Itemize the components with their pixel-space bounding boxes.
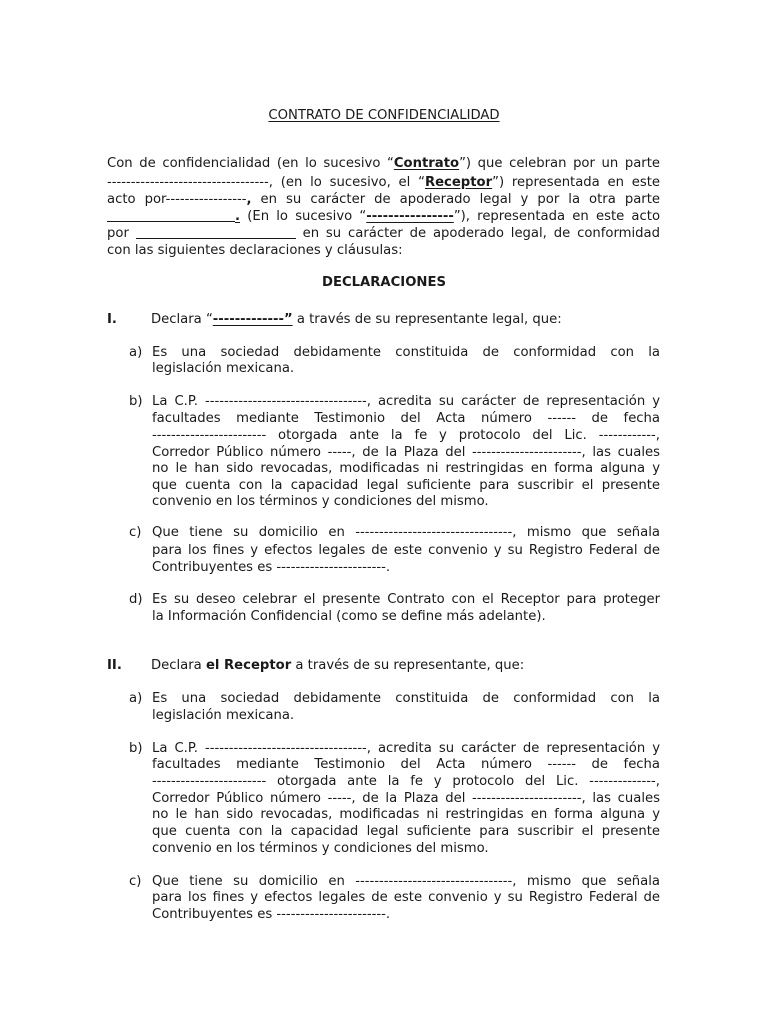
- receptor-term: Receptor: [424, 175, 493, 190]
- blank-line: [136, 225, 296, 239]
- text-run: .: [235, 209, 241, 224]
- text-run: ”) representada en este: [492, 175, 661, 190]
- section-numeral: I.: [107, 312, 117, 327]
- item-marker: a): [129, 691, 143, 706]
- item-line: la Información Confidencial (como se define más adelante).: [152, 609, 546, 624]
- text-run: en su carácter de apoderado legal y por la otra parte: [251, 192, 660, 207]
- intro-line: [107, 174, 660, 192]
- intro-line: con las siguientes declaraciones y cláusulas:: [107, 243, 403, 258]
- receptor-term: el Receptor: [205, 658, 292, 673]
- intro-line: [107, 208, 660, 226]
- text-run: Declara “: [151, 312, 213, 327]
- text-run: ,: [246, 192, 252, 207]
- intro-line: [107, 225, 660, 243]
- section-heading: [151, 311, 562, 329]
- intro-line: [107, 191, 660, 209]
- item-line: ------------------------ otorgada ante la fe y protocolo del Lic. --------------,: [152, 774, 660, 789]
- item-line: ------------------------ otorgada ante la fe y protocolo del Lic. ------------,: [152, 428, 660, 443]
- section-numeral: II.: [107, 658, 122, 673]
- item-line: no le han sido revocadas, modificadas ni restringidas en forma alguna y: [152, 807, 660, 822]
- text-run: ”) que celebran por un parte: [459, 156, 660, 171]
- item-line: La C.P. ----------------------------------, acredita su carácter de representación y: [152, 741, 660, 756]
- item-line: Que tiene su domicilio en ---------------------------------, mismo que señala: [152, 874, 660, 889]
- item-line: Contribuyentes es -----------------------.: [152, 907, 391, 922]
- text-run: acto por-----------------: [107, 192, 247, 207]
- text-run: ----------------------------------, (en lo sucesivo, el “: [107, 175, 425, 190]
- text-run: Con de confidencialidad (en lo sucesivo “: [107, 156, 394, 171]
- contrato-term: Contrato: [393, 156, 460, 171]
- item-marker: c): [129, 874, 142, 889]
- item-line: que cuenta con la capacidad legal suficiente para suscribir el presente: [152, 824, 660, 839]
- item-line: La C.P. ----------------------------------, acredita su carácter de representación y: [152, 394, 660, 409]
- item-line: Corredor Público número -----, de la Plaza del -----------------------, las cuales: [152, 445, 660, 460]
- item-line: Que tiene su domicilio en ---------------------------------, mismo que señala: [152, 525, 660, 540]
- item-line: Corredor Público número -----, de la Plaza del -----------------------, las cuales: [152, 791, 660, 806]
- item-marker: d): [129, 592, 143, 607]
- text-run: ”), representada en este acto: [453, 209, 661, 224]
- document-title: CONTRATO DE CONFIDENCIALIDAD: [268, 108, 500, 123]
- text-run: (En lo sucesivo “: [240, 209, 367, 224]
- item-line: Es su deseo celebrar el presente Contrato con el Receptor para proteger: [152, 592, 660, 607]
- item-line: no le han sido revocadas, modificadas ni restringidas en forma alguna y: [152, 461, 660, 476]
- section-heading: [151, 657, 524, 675]
- item-line: convenio en los términos y condiciones del mismo.: [152, 841, 489, 856]
- declaraciones-heading: DECLARACIONES: [322, 275, 446, 290]
- item-marker: c): [129, 525, 142, 540]
- item-line: legislación mexicana.: [152, 708, 295, 723]
- item-marker: b): [129, 394, 143, 409]
- text-run: por: [107, 226, 136, 241]
- item-line: legislación mexicana.: [152, 361, 295, 376]
- item-line: facultades mediante Testimonio del Acta número ------ de fecha: [152, 411, 660, 426]
- item-marker: b): [129, 741, 143, 756]
- text-run: en su carácter de apoderado legal, de conformidad: [295, 226, 660, 241]
- item-line: para los fines y efectos legales de este convenio y su Registro Federal de: [152, 890, 660, 905]
- item-marker: a): [129, 345, 143, 360]
- placeholder-name: ----------------: [366, 209, 454, 224]
- text-run: a través de su representante, que:: [291, 658, 525, 673]
- item-line: convenio en los términos y condiciones del mismo.: [152, 494, 489, 509]
- intro-line: [107, 155, 660, 173]
- item-line: para los fines y efectos legales de este convenio y su Registro Federal de: [152, 543, 660, 558]
- item-line: Contribuyentes es -----------------------.: [152, 560, 391, 575]
- item-line: facultades mediante Testimonio del Acta número ------ de fecha: [152, 757, 660, 772]
- placeholder-name: -------------”: [212, 312, 293, 327]
- text-run: Declara: [151, 658, 206, 673]
- item-line: que cuenta con la capacidad legal suficiente para suscribir el presente: [152, 478, 660, 493]
- item-line: Es una sociedad debidamente constituida de conformidad con la: [152, 691, 660, 706]
- item-line: Es una sociedad debidamente constituida de conformidad con la: [152, 345, 660, 360]
- blank-line: [107, 208, 235, 222]
- text-run: a través de su representante legal, que:: [292, 312, 562, 327]
